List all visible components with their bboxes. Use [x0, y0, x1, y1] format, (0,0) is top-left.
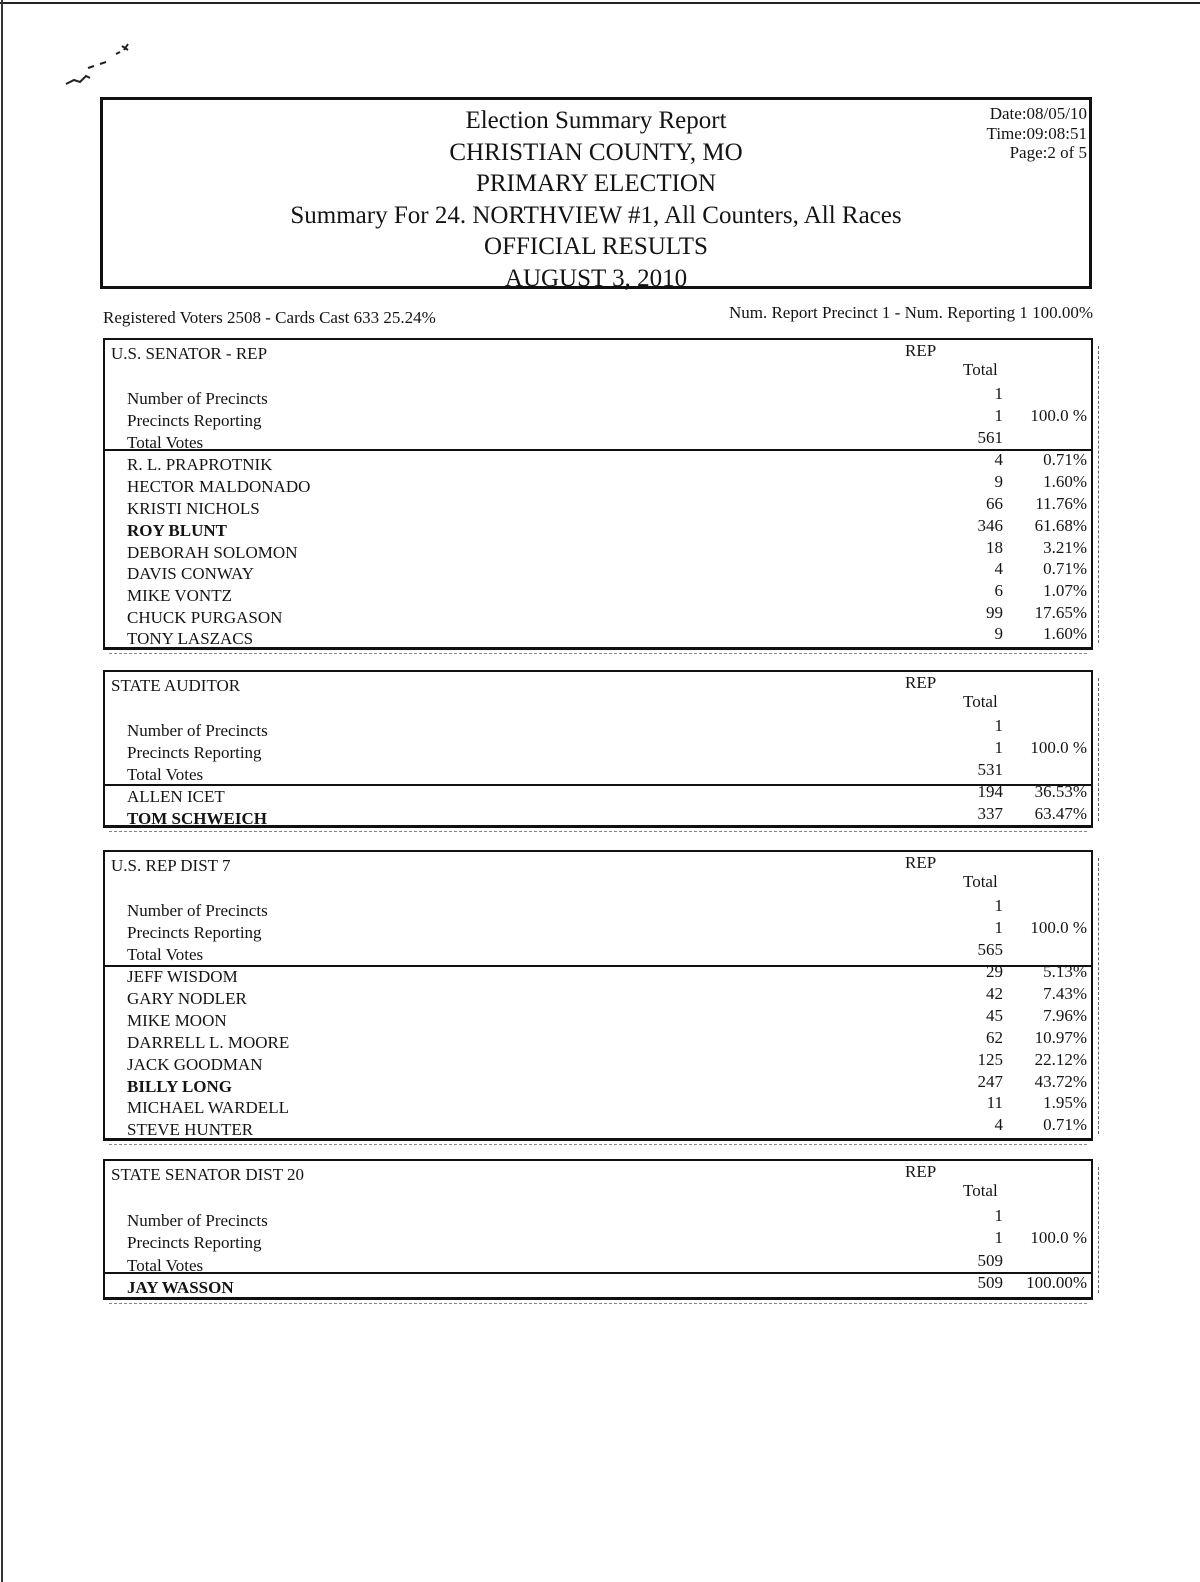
total-column-header: Total [963, 872, 998, 891]
stat-row [105, 940, 1091, 967]
divider [105, 449, 1091, 451]
party-label: REP [905, 673, 937, 692]
candidate-percent: 11.76% [1035, 494, 1087, 513]
title-line: AUGUST 3, 2010 [504, 264, 688, 292]
candidate-percent: 61.68% [1034, 516, 1087, 535]
divider [105, 1272, 1091, 1274]
candidate-percent: 5.13% [1043, 962, 1087, 981]
stat-row [105, 918, 1091, 945]
candidate-name: DAVIS CONWAY [127, 564, 255, 583]
candidate-name: ROY BLUNT [127, 521, 227, 540]
page-edge [1, 0, 3, 1582]
stat-label: Number of Precincts [127, 901, 268, 920]
candidate-votes: 11 [986, 1093, 1003, 1112]
candidate-percent: 22.12% [1034, 1050, 1087, 1069]
stat-value: 531 [977, 760, 1003, 779]
candidate-row [105, 581, 1091, 608]
stat-percent: 100.0 % [1030, 918, 1087, 937]
candidate-name: STEVE HUNTER [127, 1120, 254, 1139]
report-page: Page:2 of 5 [1009, 143, 1087, 162]
candidate-row [105, 450, 1091, 477]
candidate-votes: 9 [994, 624, 1003, 643]
stat-value: 565 [977, 940, 1003, 959]
race-title: STATE SENATOR DIST 20 [111, 1165, 305, 1184]
candidate-votes: 194 [977, 782, 1003, 801]
stat-value: 1 [994, 716, 1003, 735]
candidate-percent: 3.21% [1043, 538, 1087, 557]
page-edge [0, 2, 1200, 4]
candidate-row [105, 1006, 1091, 1033]
race-title: STATE AUDITOR [111, 676, 241, 695]
candidate-name: JAY WASSON [127, 1278, 234, 1297]
candidate-votes: 9 [994, 472, 1003, 491]
candidate-votes: 125 [977, 1050, 1003, 1069]
candidate-votes: 509 [977, 1273, 1003, 1292]
candidate-percent: 10.97% [1034, 1028, 1087, 1047]
race-box [103, 1159, 1093, 1300]
report-header [100, 97, 1092, 292]
candidate-row [105, 1050, 1091, 1077]
stat-row [105, 716, 1091, 743]
candidate-name: DARRELL L. MOORE [127, 1033, 290, 1052]
candidate-name: MICHAEL WARDELL [127, 1098, 289, 1117]
candidate-votes: 4 [994, 559, 1003, 578]
candidate-percent: 0.71% [1043, 450, 1087, 469]
party-label: REP [905, 1162, 937, 1181]
candidate-votes: 45 [986, 1006, 1003, 1025]
stat-value: 1 [994, 896, 1003, 915]
candidate-name: R. L. PRAPROTNIK [127, 455, 273, 474]
candidate-name: TONY LASZACS [127, 629, 254, 648]
candidate-row [105, 1028, 1091, 1055]
report-title [103, 105, 1089, 294]
candidate-votes: 18 [986, 538, 1003, 557]
stat-label: Total Votes [127, 433, 204, 452]
stat-value: 1 [994, 738, 1003, 757]
report-meta [987, 104, 1087, 163]
candidate-percent: 100.00% [1026, 1273, 1087, 1292]
candidate-name: MIKE MOON [127, 1011, 227, 1030]
candidate-percent: 0.71% [1043, 559, 1087, 578]
stat-value: 1 [994, 384, 1003, 403]
stat-label: Number of Precincts [127, 1211, 268, 1230]
precincts-reporting-summary: Num. Report Precinct 1 - Num. Reporting 1 100.00% [728, 303, 1093, 322]
race-title: U.S. SENATOR - REP [111, 344, 268, 363]
candidate-votes: 346 [977, 516, 1003, 535]
race-box [103, 670, 1093, 828]
candidate-row [105, 516, 1091, 543]
candidate-row [105, 624, 1091, 651]
title-line: CHRISTIAN COUNTY, MO [449, 138, 743, 166]
stat-label: Precincts Reporting [127, 923, 262, 942]
candidate-percent: 1.07% [1043, 581, 1087, 600]
stat-value: 561 [977, 428, 1003, 447]
candidate-percent: 1.60% [1043, 624, 1087, 643]
stat-percent: 100.0 % [1030, 1228, 1087, 1247]
stat-label: Precincts Reporting [127, 411, 262, 430]
candidate-percent: 63.47% [1034, 804, 1087, 823]
stat-row [105, 428, 1091, 455]
candidate-row [105, 603, 1091, 630]
candidate-votes: 337 [977, 804, 1003, 823]
candidate-name: CHUCK PURGASON [127, 608, 283, 627]
candidate-percent: 0.71% [1043, 1115, 1087, 1134]
candidate-percent: 17.65% [1034, 603, 1087, 622]
stat-percent: 100.0 % [1030, 406, 1087, 425]
candidate-name: TOM SCHWEICH [127, 809, 267, 828]
turnout-summary [103, 305, 1093, 329]
stat-label: Precincts Reporting [127, 1233, 262, 1252]
candidate-votes: 247 [977, 1072, 1003, 1091]
candidate-name: ALLEN ICET [127, 787, 225, 806]
candidate-row [105, 1072, 1091, 1099]
stray-pen-marks [60, 38, 140, 98]
title-line: Summary For 24. NORTHVIEW #1, All Counters, All Races [290, 201, 902, 229]
total-column-header: Total [963, 692, 998, 711]
candidate-row [105, 962, 1091, 989]
candidate-row [105, 494, 1091, 521]
race-box [103, 338, 1093, 650]
stat-percent: 100.0 % [1030, 738, 1087, 757]
party-label: REP [905, 341, 937, 360]
scan-speckle [109, 831, 1087, 832]
title-line: Election Summary Report [465, 107, 727, 134]
stat-row [105, 406, 1091, 433]
stat-label: Precincts Reporting [127, 743, 262, 762]
candidate-name: MIKE VONTZ [127, 586, 232, 605]
candidate-votes: 66 [986, 494, 1003, 513]
candidate-votes: 29 [986, 962, 1003, 981]
stat-value: 1 [994, 406, 1003, 425]
candidate-votes: 99 [986, 603, 1003, 622]
stat-label: Number of Precincts [127, 721, 268, 740]
stat-value: 1 [994, 1228, 1003, 1247]
stat-value: 1 [994, 918, 1003, 937]
stat-row [105, 896, 1091, 923]
candidate-row [105, 984, 1091, 1011]
scan-speckle [109, 1303, 1087, 1304]
scan-speckle [109, 1144, 1087, 1145]
race-title: U.S. REP DIST 7 [111, 856, 231, 875]
stat-row [105, 1228, 1091, 1255]
candidate-name: DEBORAH SOLOMON [127, 543, 298, 562]
divider [105, 784, 1091, 786]
stat-value: 509 [977, 1251, 1003, 1270]
stat-label: Total Votes [127, 945, 204, 964]
candidate-name: KRISTI NICHOLS [127, 499, 260, 518]
candidate-row [105, 782, 1091, 809]
race-box [103, 850, 1093, 1141]
candidate-votes: 6 [994, 581, 1003, 600]
candidate-votes: 4 [994, 450, 1003, 469]
stat-label: Number of Precincts [127, 389, 268, 408]
stat-row [105, 738, 1091, 765]
candidate-name: HECTOR MALDONADO [127, 477, 311, 496]
candidate-row [105, 1273, 1091, 1300]
stat-label: Total Votes [127, 1256, 204, 1275]
total-column-header: Total [963, 1181, 998, 1200]
report-time: Time:09:08:51 [986, 123, 1087, 143]
total-column-header: Total [963, 360, 998, 379]
candidate-votes: 42 [986, 984, 1003, 1003]
candidate-row [105, 559, 1091, 586]
stat-row [105, 1251, 1091, 1278]
registered-voters: Registered Voters 2508 - Cards Cast 633 25.24% [103, 308, 436, 327]
candidate-row [105, 804, 1091, 831]
candidate-percent: 43.72% [1034, 1072, 1087, 1091]
candidate-row [105, 1093, 1091, 1120]
candidate-row [105, 472, 1091, 499]
stat-label: Total Votes [127, 765, 204, 784]
candidate-percent: 7.43% [1043, 984, 1087, 1003]
stat-row [105, 384, 1091, 411]
candidate-percent: 1.60% [1043, 472, 1087, 491]
candidate-row [105, 538, 1091, 565]
scan-speckle [109, 653, 1087, 654]
candidate-name: BILLY LONG [127, 1077, 233, 1096]
title-line: OFFICIAL RESULTS [484, 233, 708, 260]
candidate-percent: 1.95% [1043, 1093, 1087, 1112]
candidate-percent: 36.53% [1034, 782, 1087, 801]
stat-value: 1 [994, 1206, 1003, 1225]
candidate-votes: 62 [986, 1028, 1003, 1047]
candidate-name: GARY NODLER [127, 989, 247, 1008]
report-date: Date:08/05/10 [989, 104, 1087, 123]
candidate-name: JEFF WISDOM [127, 967, 238, 986]
candidate-votes: 4 [994, 1115, 1003, 1134]
stat-row [105, 1206, 1091, 1233]
candidate-name: JACK GOODMAN [127, 1055, 263, 1074]
candidate-row [105, 1115, 1091, 1142]
party-label: REP [905, 853, 937, 872]
candidate-percent: 7.96% [1043, 1006, 1087, 1025]
title-line: PRIMARY ELECTION [475, 170, 717, 197]
